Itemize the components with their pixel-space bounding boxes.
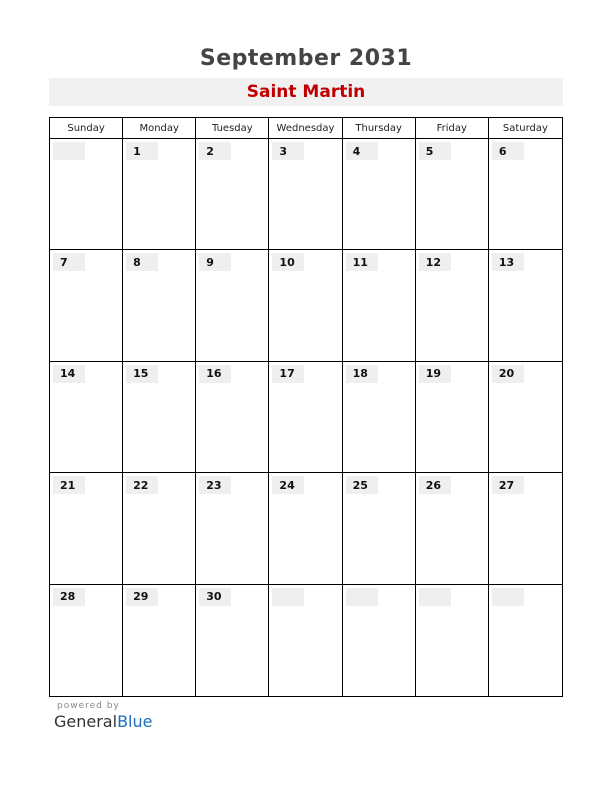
day-cell	[416, 250, 489, 361]
day-cell	[343, 362, 416, 473]
day-cell	[50, 585, 123, 696]
day-number: 4	[346, 142, 378, 160]
day-number: 13	[492, 253, 524, 271]
day-number: 28	[53, 588, 85, 606]
day-number: 18	[346, 365, 378, 383]
day-cell	[489, 473, 562, 584]
weekday-header: Sunday	[50, 118, 123, 139]
day-number: 26	[419, 476, 451, 494]
day-cell	[416, 362, 489, 473]
day-cell	[269, 473, 342, 584]
day-number: 21	[53, 476, 85, 494]
day-cell	[489, 250, 562, 361]
day-number: 23	[199, 476, 231, 494]
day-cell	[50, 139, 123, 250]
day-number: 27	[492, 476, 524, 494]
weekday-header: Thursday	[343, 118, 416, 139]
day-cell	[196, 473, 269, 584]
day-number: 1	[126, 142, 158, 160]
day-number	[346, 588, 378, 606]
country-name: Saint Martin	[246, 82, 366, 102]
day-cell	[269, 585, 342, 696]
day-cell	[343, 473, 416, 584]
day-cell	[123, 362, 196, 473]
day-number	[53, 142, 85, 160]
day-number: 25	[346, 476, 378, 494]
day-cell	[50, 250, 123, 361]
day-number: 22	[126, 476, 158, 494]
day-cell	[123, 585, 196, 696]
day-cell	[196, 585, 269, 696]
day-number: 2	[199, 142, 231, 160]
day-number: 11	[346, 253, 378, 271]
weekday-header: Saturday	[489, 118, 562, 139]
day-cell	[50, 473, 123, 584]
day-number: 7	[53, 253, 85, 271]
day-number	[272, 588, 304, 606]
powered-by-label: powered by	[57, 701, 120, 711]
weekday-header: Friday	[416, 118, 489, 139]
day-cell	[123, 139, 196, 250]
day-cell	[269, 362, 342, 473]
day-cell	[123, 250, 196, 361]
day-number: 14	[53, 365, 85, 383]
day-cell	[416, 139, 489, 250]
day-number: 8	[126, 253, 158, 271]
day-cell	[196, 139, 269, 250]
day-number: 16	[199, 365, 231, 383]
weekday-header: Wednesday	[269, 118, 342, 139]
day-number: 30	[199, 588, 231, 606]
brand-general-text: General	[54, 712, 118, 731]
day-cell	[489, 362, 562, 473]
day-cell	[343, 139, 416, 250]
brand-blue-text: Blue	[117, 712, 153, 731]
day-number: 15	[126, 365, 158, 383]
day-number: 19	[419, 365, 451, 383]
calendar-grid	[49, 117, 563, 697]
day-cell	[343, 250, 416, 361]
day-cell	[416, 585, 489, 696]
weekday-header: Tuesday	[196, 118, 269, 139]
day-cell	[196, 362, 269, 473]
day-cell	[50, 362, 123, 473]
day-number: 3	[272, 142, 304, 160]
day-cell	[489, 139, 562, 250]
day-number: 9	[199, 253, 231, 271]
weekday-header: Monday	[123, 118, 196, 139]
day-cell	[343, 585, 416, 696]
page-title: September 2031	[199, 46, 413, 71]
day-cell	[489, 585, 562, 696]
day-cell	[123, 473, 196, 584]
day-number: 24	[272, 476, 304, 494]
day-number: 29	[126, 588, 158, 606]
day-number: 20	[492, 365, 524, 383]
country-banner	[49, 78, 563, 106]
day-cell	[269, 139, 342, 250]
day-number: 17	[272, 365, 304, 383]
day-cell	[269, 250, 342, 361]
day-number: 6	[492, 142, 524, 160]
day-number	[419, 588, 451, 606]
day-cell	[416, 473, 489, 584]
day-number: 12	[419, 253, 451, 271]
day-number: 10	[272, 253, 304, 271]
day-number	[492, 588, 524, 606]
day-number: 5	[419, 142, 451, 160]
brand-logo[interactable]	[54, 712, 152, 731]
day-cell	[196, 250, 269, 361]
